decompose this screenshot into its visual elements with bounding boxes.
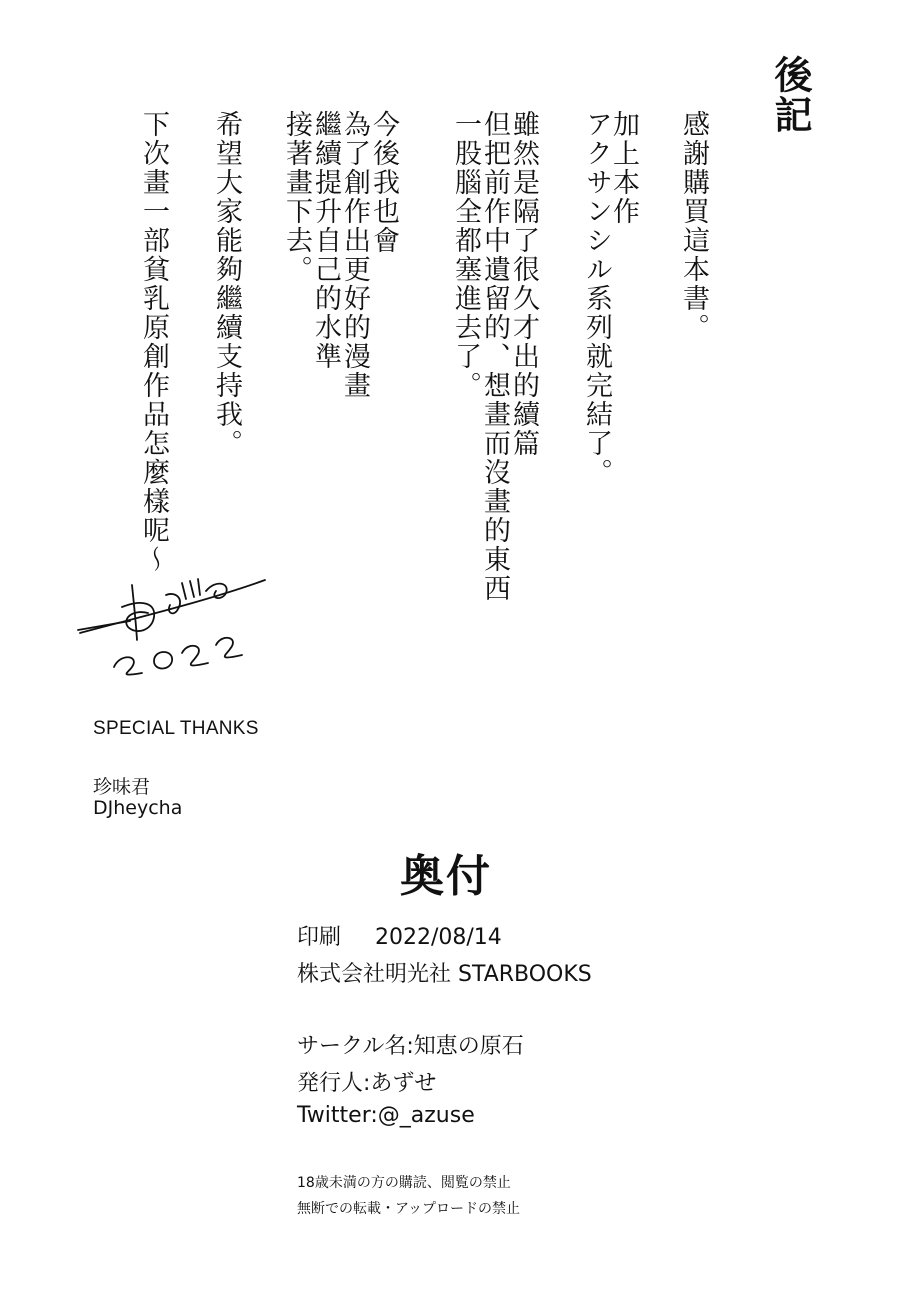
afterword-line: 接著畫下去。 <box>281 110 312 284</box>
afterword-line: アクサンシル系列就完結了。 <box>581 110 612 487</box>
print-label: 印刷 <box>297 925 342 950</box>
afterword-line: 雖然是隔了很久才出的續篇 <box>508 110 539 458</box>
thanks-name: 珍味君 <box>93 776 151 798</box>
afterword-line: 但把前作中遺留的、想畫而沒畫的東西 <box>479 110 510 603</box>
afterword-line: 希望大家能夠繼續支持我。 <box>211 110 242 458</box>
thanks-name: DJheycha <box>93 797 183 819</box>
afterword-line: 下次畫一部貧乳原創作品怎麼樣呢～ <box>138 110 169 574</box>
print-date: 2022/08/14 <box>375 925 502 950</box>
afterword-line: 感謝購買這本書。 <box>678 110 709 342</box>
afterword-title: 後記 <box>768 55 812 135</box>
printer: 株式会社明光社 STARBOOKS <box>297 962 592 987</box>
publisher: 発行人:あずせ <box>297 1071 437 1096</box>
circle-name: サークル名:知恵の原石 <box>297 1034 524 1059</box>
special-thanks-heading: SPECIAL THANKS <box>93 718 259 739</box>
reupload-notice: 無断での転載・アップロードの禁止 <box>297 1201 521 1217</box>
colophon-title: 奥付 <box>400 851 492 902</box>
afterword-line: 繼續提升自己的水準 <box>310 110 341 371</box>
twitter-handle: Twitter:@_azuse <box>297 1103 475 1128</box>
print-info <box>297 920 502 951</box>
afterword-line: 今後我也會 <box>368 110 399 255</box>
afterword-line: 加上本作 <box>608 110 639 226</box>
author-signature <box>70 565 310 685</box>
age-restriction-notice: 18歳未満の方の購読、閲覧の禁止 <box>297 1175 511 1191</box>
afterword-line: 一股腦全都塞進去了。 <box>450 110 481 400</box>
afterword-line: 為了創作出更好的漫畫 <box>339 110 370 400</box>
